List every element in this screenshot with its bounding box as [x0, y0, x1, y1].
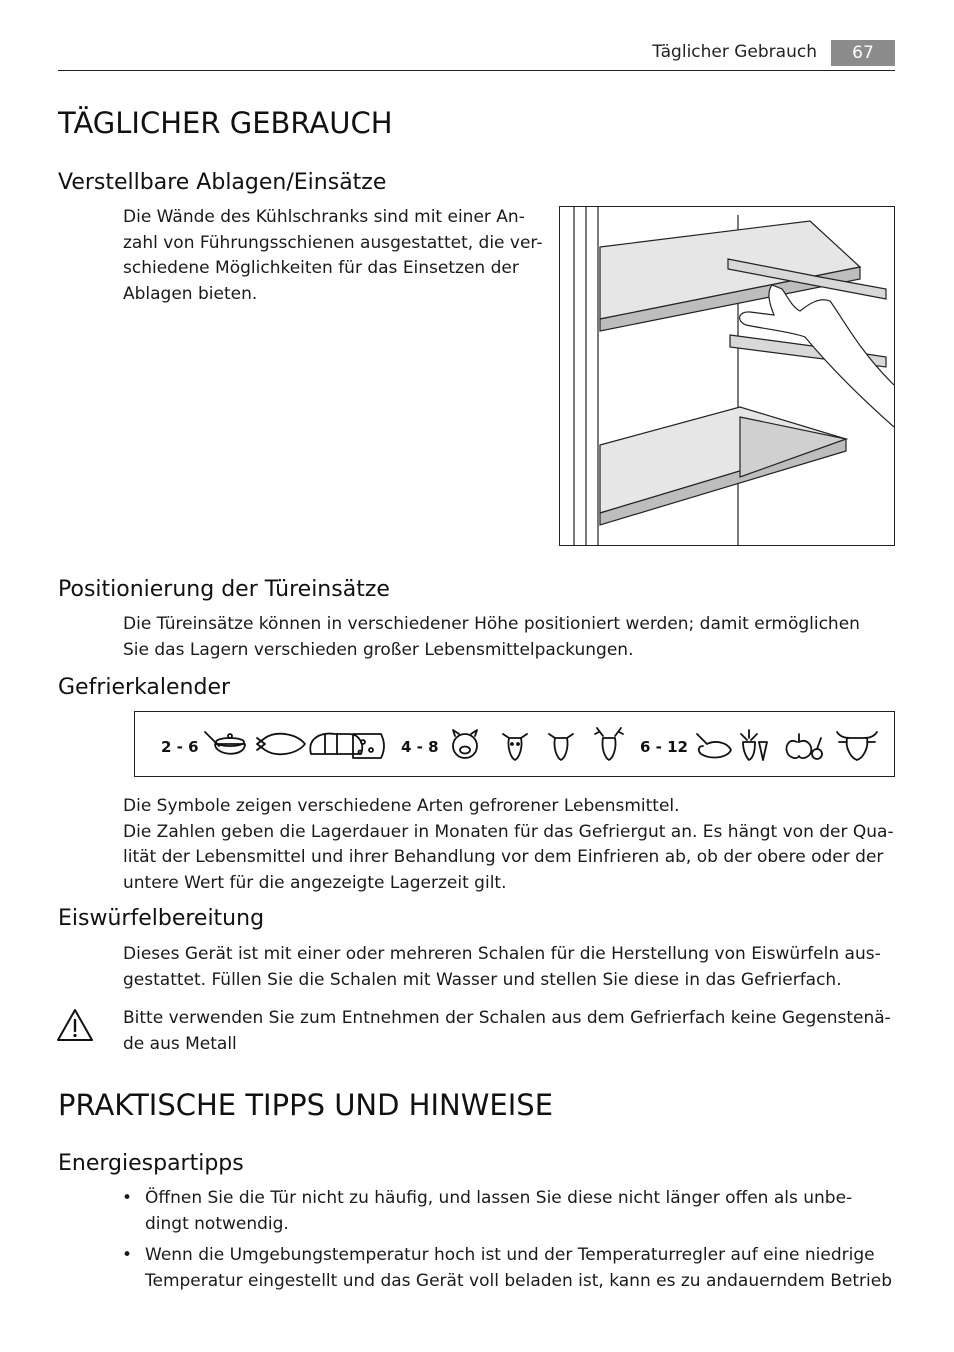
text-line: Die Zahlen geben die Lagerdauer in Monaten für das Gefriergut an. Es hängt von der Qua-	[123, 821, 894, 842]
fish-icon	[257, 734, 305, 755]
range-label: 4 - 8	[401, 738, 439, 756]
text-line: Öffnen Sie die Tür nicht zu häufig, und lassen Sie diese nicht länger offen als unbe-	[145, 1188, 853, 1208]
text-line: Bitte verwenden Sie zum Entnehmen der Schalen aus dem Gefrierfach keine Gegenstenä-	[123, 1008, 891, 1028]
text-line: schiedene Möglichkeiten für das Einsetzen der	[123, 258, 519, 278]
fruit-icon	[786, 734, 822, 759]
pot-icon	[205, 732, 245, 754]
bullet: •	[122, 1188, 133, 1208]
page-number: 67	[831, 40, 895, 66]
paragraph-ice-cubes	[123, 942, 881, 993]
heading-freezer-calendar: Gefrierkalender	[58, 675, 231, 700]
text-line: de aus Metall	[123, 1033, 237, 1054]
range-label: 6 - 12	[640, 738, 688, 756]
header-rule	[58, 70, 895, 71]
beef-icon	[837, 732, 877, 760]
vegetables-icon	[741, 730, 767, 760]
text-line: gestattet. Füllen Sie die Schalen mit Wasser und stellen Sie diese in das Gefrierfach.	[123, 969, 842, 990]
text-line: Die Wände des Kühlschranks sind mit einer An-	[123, 207, 525, 227]
shelf-hand-icon	[560, 207, 894, 545]
heading-door-inserts: Positionierung der Türeinsätze	[58, 577, 390, 602]
paragraph-freezer-calendar	[123, 794, 894, 896]
bullet: •	[122, 1245, 133, 1265]
text-line: Die Symbole zeigen verschiedene Arten gefrorener Lebensmittel.	[123, 796, 680, 816]
text-line: Ablagen bieten.	[123, 283, 258, 304]
freezer-calendar-graphic	[135, 712, 894, 776]
warning-triangle-icon	[56, 1008, 94, 1042]
text-line: Sie das Lagern verschieden großer Lebensmittelpackungen.	[123, 639, 634, 660]
text-line: Wenn die Umgebungstemperatur hoch ist und der Temperaturregler auf eine niedrige	[145, 1245, 875, 1265]
poultry-icon	[697, 734, 731, 757]
paragraph-adjustable-shelves	[123, 205, 542, 307]
text-line: dingt notwendig.	[145, 1213, 289, 1234]
warning-text	[123, 1006, 891, 1057]
freezer-calendar-strip	[134, 711, 895, 777]
calf-icon	[503, 734, 527, 760]
lamb-icon	[549, 734, 573, 760]
text-line: Temperatur eingestellt und das Gerät voll beladen ist, kann es zu andauerndem Betrieb	[145, 1270, 893, 1291]
bread-icon	[310, 734, 362, 754]
heading-energy-tips: Energiespartipps	[58, 1151, 244, 1176]
running-header-title: Täglicher Gebrauch	[652, 42, 817, 62]
shelf-illustration	[559, 206, 895, 546]
heading-ice-cubes: Eiswürfelbereitung	[58, 906, 265, 931]
paragraph-door-inserts	[123, 612, 860, 663]
section-title-daily-use: TÄGLICHER GEBRAUCH	[58, 106, 393, 140]
deer-icon	[595, 728, 623, 760]
text-line: lität der Lebensmittel und ihrer Behandlung vor dem Einfrieren ab, ob der obere oder der	[123, 847, 884, 867]
pig-icon	[453, 730, 477, 758]
range-label: 2 - 6	[161, 738, 199, 756]
energy-tips-list	[122, 1186, 892, 1300]
text-line: zahl von Führungsschienen ausgestattet, die ver-	[123, 232, 543, 253]
heading-adjustable-shelves: Verstellbare Ablagen/Einsätze	[58, 170, 387, 195]
list-item	[122, 1243, 892, 1294]
text-line: Dieses Gerät ist mit einer oder mehreren Schalen für die Herstellung von Eiswürfeln aus-	[123, 944, 881, 964]
text-line: Die Türeinsätze können in verschiedener Höhe positioniert werden; damit ermöglichen	[123, 614, 860, 634]
section-title-tips: PRAKTISCHE TIPPS UND HINWEISE	[58, 1088, 554, 1122]
list-item	[122, 1186, 892, 1237]
text-line: untere Wert für die angezeigte Lagerzeit gilt.	[123, 872, 507, 893]
